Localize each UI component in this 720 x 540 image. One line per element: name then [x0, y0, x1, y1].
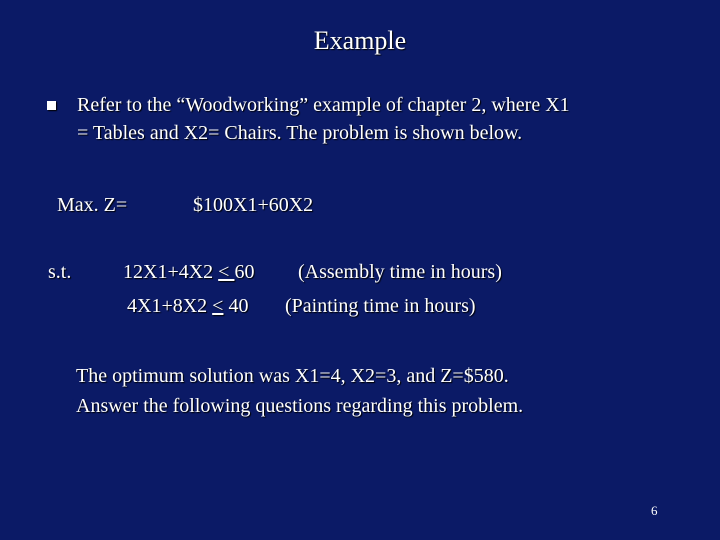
constraint-1: [123, 261, 254, 284]
constraint-1-lhs: 12X1+4X2: [123, 261, 219, 283]
constraint-2: [127, 295, 248, 318]
slide-title: Example: [313, 26, 407, 55]
page-number: 6: [651, 503, 658, 518]
constraint-1-note: (Assembly time in hours): [298, 261, 502, 283]
constraints-label: s.t.: [48, 261, 72, 283]
solution-line-2: Answer the following questions regarding this problem.: [76, 395, 524, 417]
square-bullet-icon: [47, 101, 56, 110]
bullet-text-line-2: = Tables and X2= Chairs. The problem is shown below.: [77, 122, 523, 144]
objective-label: Max. Z=: [57, 194, 128, 216]
bullet-text-line-1: Refer to the “Woodworking” example of chapter 2, where X1: [77, 94, 570, 116]
objective-expression: $100X1+60X2: [193, 194, 314, 216]
constraint-2-rhs: 40: [223, 295, 249, 317]
solution-line-1: The optimum solution was X1=4, X2=3, and Z=$580.: [76, 365, 509, 387]
constraint-1-operator: <: [218, 261, 235, 283]
constraint-2-lhs: 4X1+8X2: [127, 295, 213, 317]
constraint-2-operator: <: [212, 295, 224, 317]
constraint-2-note: (Painting time in hours): [285, 295, 476, 317]
constraint-1-rhs: 60: [234, 261, 255, 283]
